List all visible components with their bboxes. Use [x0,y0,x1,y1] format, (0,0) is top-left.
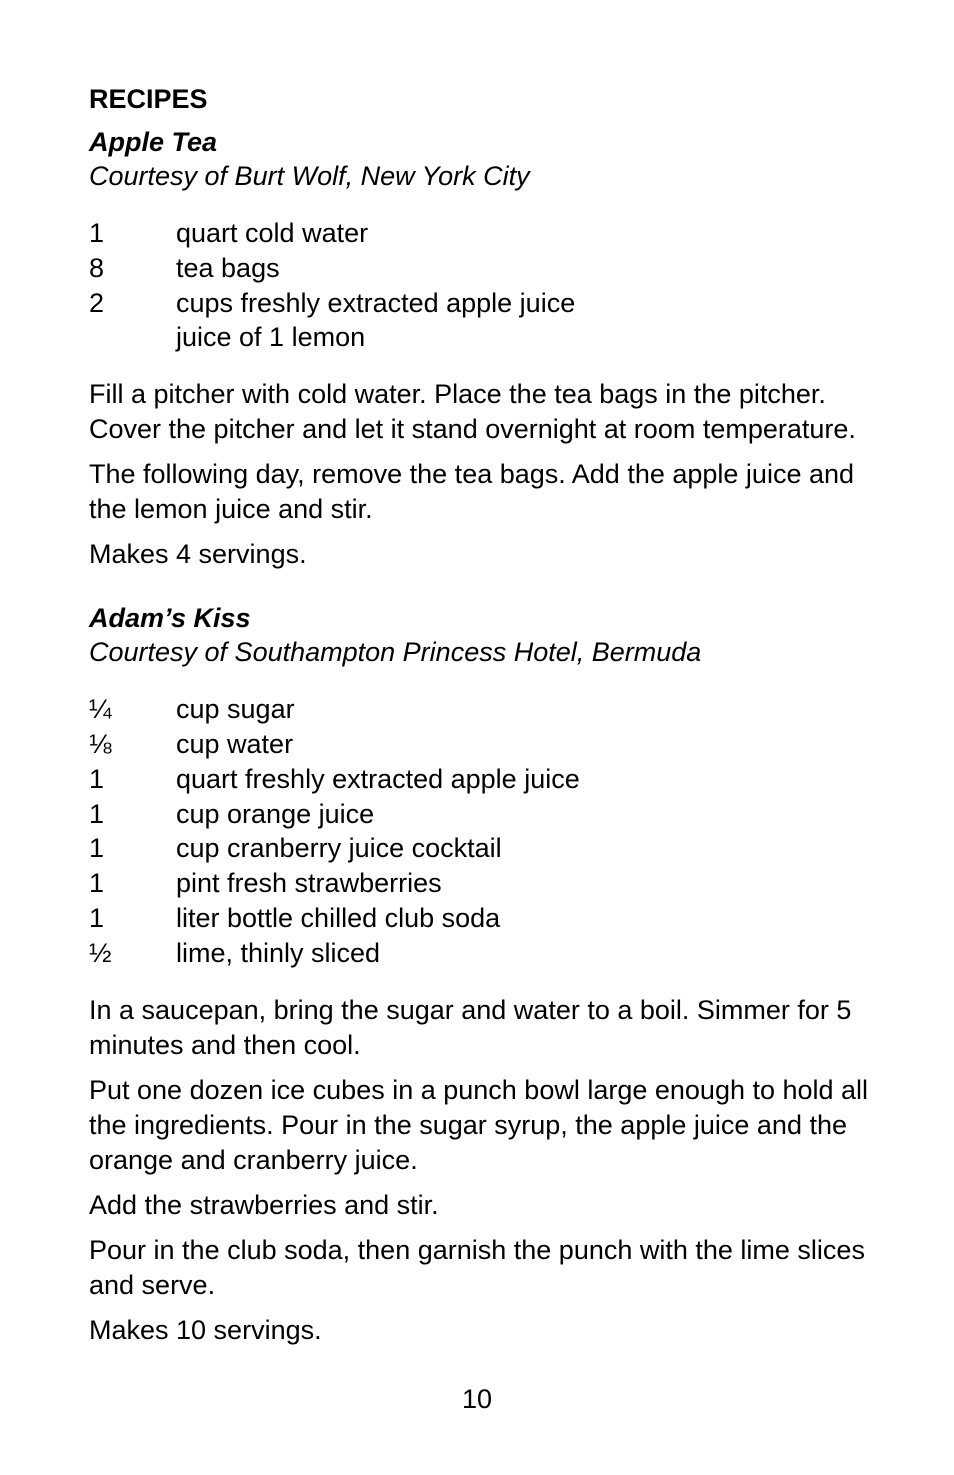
ingredient-item: cup water [176,728,294,759]
direction-paragraph: Put one dozen ice cubes in a punch bowl large enough to hold all the ingredients. Pour in the sugar syrup, the apple juice and the orange and cranberry juice. [89,1074,869,1175]
ingredient-quantity: 8 [89,252,105,283]
page-number: 10 [461,1384,493,1414]
recipe-adams-kiss [89,602,869,1347]
recipe-courtesy: Courtesy of Southampton Princess Hotel, Bermuda [89,637,702,668]
ingredient-row [89,692,869,727]
ingredient-row [89,936,869,971]
ingredient-item: quart cold water [176,218,369,248]
recipe-apple-tea [89,126,869,572]
ingredient-quantity: ½ [89,937,112,968]
ingredient-row [89,831,869,866]
direction-paragraph: Pour in the club soda, then garnish the punch with the lime slices and serve. [89,1234,865,1300]
servings-note: Makes 10 servings. [89,1314,322,1345]
recipe-title: Apple Tea [89,127,218,157]
direction-paragraph: In a saucepan, bring the sugar and water to a boil. Simmer for 5 minutes and then cool. [89,994,852,1060]
ingredient-row [89,727,869,762]
ingredient-item: pint fresh strawberries [176,868,442,899]
ingredient-quantity: 2 [89,287,105,318]
ingredient-row [89,797,869,832]
ingredient-item: cups freshly extracted apple juice [176,287,576,318]
ingredient-item: tea bags [176,252,280,283]
ingredient-quantity: ⅛ [89,728,112,759]
ingredient-row [89,901,869,936]
ingredient-row [89,866,869,901]
direction-paragraph: The following day, remove the tea bags. Add the apple juice and the lemon juice and stir. [89,459,855,525]
ingredient-quantity: 1 [89,833,105,864]
ingredient-quantity: ¼ [89,694,112,725]
ingredient-quantity: 1 [89,868,105,899]
ingredient-item: cup orange juice [176,798,375,829]
ingredient-row [89,320,869,355]
direction-paragraph: Fill a pitcher with cold water. Place the tea bags in the pitcher. Cover the pitcher and let it stand overnight at room temperature. [89,379,856,445]
ingredient-item: liter bottle chilled club soda [176,902,501,933]
ingredient-quantity: 1 [89,798,105,829]
ingredient-item: quart freshly extracted apple juice [176,763,580,794]
ingredient-item: cup sugar [176,694,295,725]
ingredient-row [89,216,869,251]
ingredient-item: cup cranberry juice cocktail [176,833,502,864]
servings-note: Makes 4 servings. [89,539,307,570]
ingredient-quantity: 1 [89,902,105,933]
recipe-title: Adam’s Kiss [89,603,251,634]
ingredient-list [89,216,869,355]
ingredient-quantity: 1 [89,218,105,248]
recipe-page [89,82,869,1358]
ingredient-row [89,762,869,797]
ingredient-item: lime, thinly sliced [176,937,381,968]
recipe-courtesy: Courtesy of Burt Wolf, New York City [89,161,530,191]
ingredient-row [89,286,869,321]
ingredient-row [89,251,869,286]
ingredient-quantity: 1 [89,763,105,794]
ingredient-list [89,692,869,970]
ingredient-item: juice of 1 lemon [176,322,366,353]
section-title: RECIPES [89,84,208,114]
direction-paragraph: Add the strawberries and stir. [89,1189,439,1220]
ingredient-quantity [89,320,176,355]
